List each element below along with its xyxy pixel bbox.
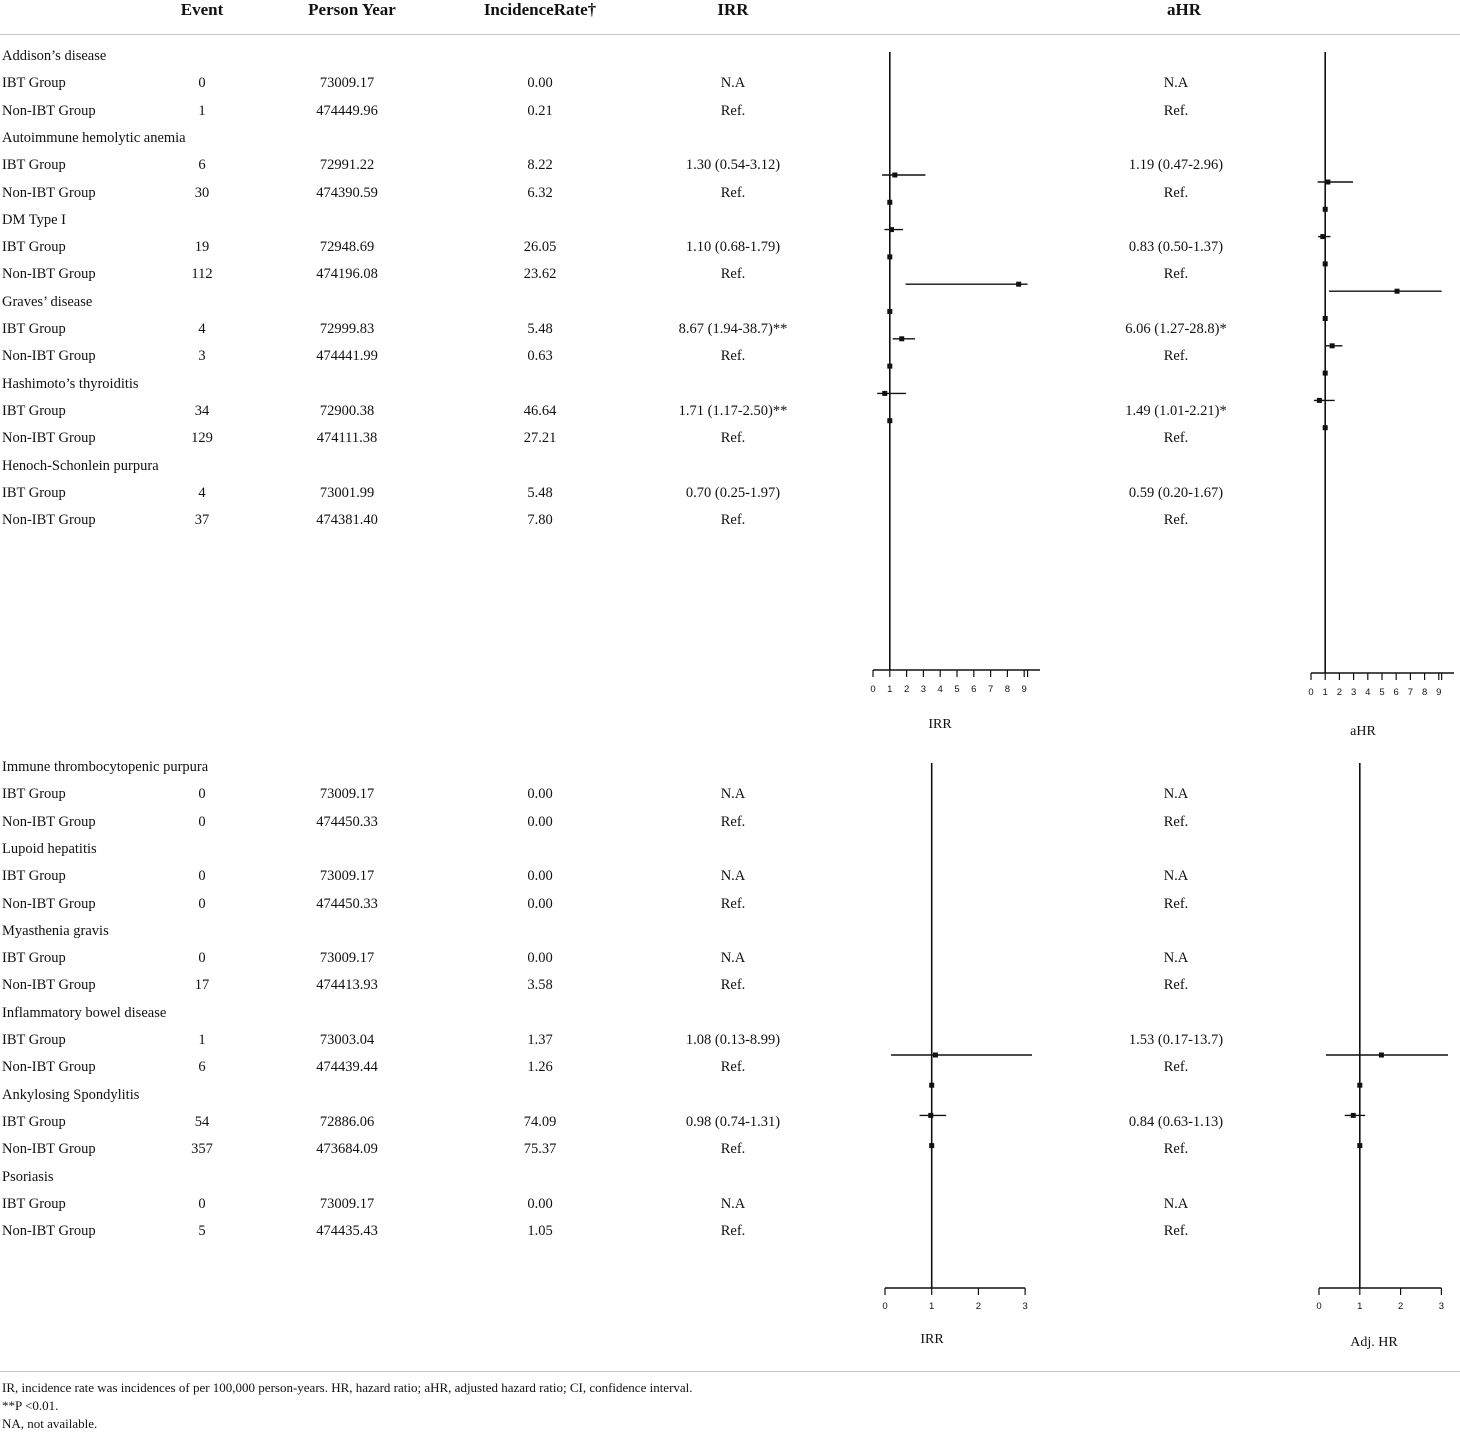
table-row [0, 786, 840, 813]
point-estimate [1323, 316, 1328, 321]
table-row [0, 157, 840, 184]
table-row [0, 868, 840, 895]
irr-value: Ref. [720, 977, 746, 994]
event-count: 0 [198, 1195, 206, 1212]
irr-value: 1.71 (1.17-2.50)** [678, 402, 788, 419]
disease-title: Inflammatory bowel disease [2, 1004, 167, 1021]
event-count: 6 [198, 157, 206, 174]
table-row [0, 266, 840, 293]
x-axis-title: IRR [920, 1332, 944, 1347]
person-year: 474450.33 [316, 813, 378, 830]
incidence-rate: 8.22 [527, 157, 553, 174]
x-tick-label: 0 [882, 1301, 888, 1312]
disease-title: Myasthenia gravis [2, 922, 109, 939]
table-row [0, 348, 840, 375]
group-label: Non-IBT Group [2, 1059, 96, 1076]
footer-divider [0, 1371, 1460, 1372]
point-estimate [929, 1143, 934, 1148]
event-count: 0 [198, 868, 206, 885]
group-label: Non-IBT Group [2, 895, 96, 912]
incidence-rate: 0.00 [527, 1195, 553, 1212]
table-row [0, 814, 840, 841]
ahr-value: Ref. [1163, 813, 1189, 830]
irr-value: N.A [720, 75, 746, 92]
footnote-na: NA, not available. [2, 1416, 98, 1431]
irr-value: Ref. [720, 430, 746, 447]
table-row [0, 1059, 840, 1086]
event-count: 4 [198, 484, 206, 501]
incidence-rate: 74.09 [523, 1113, 557, 1130]
ahr-value: 1.49 (1.01-2.21)* [1125, 402, 1227, 419]
group-label: IBT Group [2, 157, 66, 174]
x-tick-label: 7 [1407, 687, 1414, 698]
table-row [0, 403, 840, 430]
incidence-rate: 0.00 [527, 895, 553, 912]
person-year: 72900.38 [319, 402, 375, 419]
irr-value: Ref. [720, 102, 746, 119]
ahr-value: 1.53 (0.17-13.7) [1128, 1032, 1224, 1048]
person-year: 473684.09 [316, 1141, 378, 1158]
person-year: 72886.06 [319, 1113, 375, 1130]
header-event: Event [180, 0, 224, 19]
ahr-value: 1.19 (0.47-2.96) [1128, 157, 1224, 174]
irr-value: N.A [720, 868, 746, 885]
incidence-rate: 26.05 [523, 239, 557, 256]
irr-value: 1.30 (0.54-3.12) [685, 157, 781, 174]
irr-value: 1.08 (0.13-8.99) [685, 1032, 781, 1048]
header-ahr: aHR [1167, 0, 1201, 19]
disease-title: Immune thrombocytopenic purpura [2, 759, 209, 775]
point-estimate [1357, 1143, 1362, 1148]
disease-title: Ankylosing Spondylitis [2, 1086, 140, 1103]
point-estimate [1351, 1113, 1356, 1118]
incidence-rate: 5.48 [527, 321, 553, 337]
irr-value: Ref. [720, 266, 746, 283]
point-estimate [1323, 425, 1328, 430]
event-count: 4 [198, 321, 206, 337]
ahr-value: 0.83 (0.50-1.37) [1128, 239, 1224, 256]
point-estimate [1323, 207, 1328, 212]
table-row [0, 1114, 840, 1141]
irr-value: 0.70 (0.25-1.97) [685, 484, 781, 501]
point-estimate [887, 309, 892, 314]
group-label: Non-IBT Group [2, 184, 96, 201]
x-tick-label: 7 [987, 684, 994, 695]
x-tick-label: 2 [903, 684, 910, 695]
table-row [0, 896, 840, 923]
event-count: 0 [198, 786, 206, 803]
group-label: IBT Group [2, 1113, 66, 1130]
x-tick-label: 4 [1365, 687, 1371, 698]
ahr-value: Ref. [1163, 1059, 1189, 1076]
person-year: 73009.17 [319, 786, 375, 803]
disease-title: Graves’ disease [2, 293, 93, 310]
header-irr: IRR [717, 0, 749, 19]
event-count: 17 [194, 977, 210, 994]
table-row [0, 485, 840, 512]
person-year: 474435.43 [316, 1223, 378, 1240]
point-estimate [1317, 398, 1322, 403]
x-tick-label: 1 [1322, 687, 1328, 698]
event-count: 6 [198, 1059, 206, 1076]
person-year: 73009.17 [319, 75, 375, 92]
point-estimate [1379, 1053, 1384, 1058]
header-divider [0, 34, 1460, 35]
incidence-rate: 7.80 [527, 512, 553, 529]
x-tick-label: 0 [1308, 687, 1314, 698]
irr-value: Ref. [720, 1059, 746, 1076]
x-tick-label: 1 [1357, 1301, 1363, 1312]
incidence-rate: 27.21 [523, 430, 557, 447]
x-tick-label: 8 [1004, 684, 1011, 695]
person-year: 474196.08 [316, 266, 378, 283]
incidence-rate: 0.00 [527, 786, 553, 803]
event-count: 0 [198, 75, 206, 92]
point-estimate [892, 173, 897, 178]
point-estimate [1325, 180, 1330, 185]
point-estimate [887, 418, 892, 423]
event-count: 5 [198, 1223, 206, 1240]
event-count: 0 [198, 895, 206, 912]
event-count: 54 [194, 1113, 210, 1130]
person-year: 73009.17 [319, 950, 375, 967]
person-year: 73001.99 [319, 484, 375, 501]
group-label: IBT Group [2, 1195, 66, 1212]
ahr-value: Ref. [1163, 1141, 1189, 1158]
disease-title: Addison’s disease [2, 48, 107, 64]
disease-title: Lupoid hepatitis [2, 840, 97, 857]
point-estimate [1320, 234, 1325, 239]
person-year: 73003.04 [319, 1032, 375, 1048]
point-estimate [1357, 1083, 1362, 1088]
person-year: 474439.44 [316, 1059, 378, 1076]
person-year: 72991.22 [319, 157, 375, 174]
group-label: Non-IBT Group [2, 430, 96, 447]
incidence-rate: 5.48 [527, 484, 553, 501]
group-label: IBT Group [2, 868, 66, 885]
table-row [0, 321, 840, 348]
group-label: IBT Group [2, 950, 66, 967]
irr-value: Ref. [720, 895, 746, 912]
group-label: Non-IBT Group [2, 813, 96, 830]
incidence-rate: 1.05 [527, 1223, 553, 1240]
event-count: 0 [198, 813, 206, 830]
table-row [0, 950, 840, 977]
ahr-value: Ref. [1163, 184, 1189, 201]
point-estimate [928, 1113, 933, 1118]
x-tick-label: 1 [887, 684, 893, 695]
ahr-value: N.A [1163, 950, 1189, 967]
incidence-rate: 46.64 [523, 402, 557, 419]
x-tick-label: 3 [1438, 1301, 1445, 1312]
incidence-rate: 0.00 [527, 75, 553, 92]
point-estimate [887, 200, 892, 205]
disease-title: Autoimmune hemolytic anemia [2, 129, 186, 146]
person-year: 474111.38 [316, 430, 378, 447]
person-year: 474449.96 [316, 102, 378, 119]
ahr-value: Ref. [1163, 977, 1189, 994]
table-row [0, 1141, 840, 1168]
event-count: 37 [194, 512, 210, 529]
forest-plot-irr-bottom [870, 760, 1040, 1350]
x-axis-title: aHR [1350, 724, 1376, 739]
point-estimate [933, 1053, 938, 1058]
person-year: 474390.59 [316, 184, 378, 201]
group-label: IBT Group [2, 484, 66, 501]
irr-value: 1.10 (0.68-1.79) [685, 239, 781, 256]
table-row [0, 239, 840, 266]
x-tick-label: 6 [1393, 687, 1399, 698]
ahr-value: N.A [1163, 1195, 1189, 1212]
table-row [0, 103, 840, 130]
event-count: 357 [191, 1141, 213, 1158]
x-tick-label: 2 [975, 1301, 982, 1312]
x-tick-label: 8 [1421, 687, 1428, 698]
irr-value: Ref. [720, 1141, 746, 1158]
incidence-rate: 0.00 [527, 868, 553, 885]
x-tick-label: 5 [1379, 687, 1385, 698]
irr-value: 8.67 (1.94-38.7)** [678, 321, 788, 337]
forest-plot-irr-top [860, 50, 1060, 740]
group-label: Non-IBT Group [2, 102, 96, 119]
table-row [0, 1223, 840, 1250]
x-axis-title: Adj. HR [1350, 1335, 1398, 1350]
x-tick-label: 9 [1021, 684, 1027, 695]
person-year: 72999.83 [319, 321, 375, 337]
point-estimate [1016, 282, 1021, 287]
point-estimate [899, 336, 904, 341]
x-tick-label: 3 [1350, 687, 1357, 698]
x-tick-label: 9 [1436, 687, 1442, 698]
point-estimate [1323, 261, 1328, 266]
irr-value: N.A [720, 950, 746, 967]
person-year: 73009.17 [319, 868, 375, 885]
group-label: IBT Group [2, 321, 66, 337]
group-label: IBT Group [2, 402, 66, 419]
disease-title: Psoriasis [2, 1168, 54, 1185]
ahr-value: N.A [1163, 786, 1189, 803]
irr-value: 0.98 (0.74-1.31) [685, 1113, 781, 1130]
irr-value: Ref. [720, 348, 746, 365]
group-label: Non-IBT Group [2, 348, 96, 365]
ahr-value: Ref. [1163, 348, 1189, 365]
event-count: 19 [194, 239, 210, 256]
ahr-value: Ref. [1163, 102, 1189, 119]
person-year: 73009.17 [319, 1195, 375, 1212]
header-incidence-rate: IncidenceRate† [483, 0, 597, 19]
group-label: Non-IBT Group [2, 977, 96, 994]
table-row [0, 75, 840, 102]
event-count: 30 [194, 184, 210, 201]
ahr-value: Ref. [1163, 266, 1189, 283]
group-label: IBT Group [2, 239, 66, 256]
x-tick-label: 3 [1022, 1301, 1028, 1312]
incidence-rate: 75.37 [523, 1141, 557, 1158]
group-label: IBT Group [2, 786, 66, 803]
x-tick-label: 3 [920, 684, 927, 695]
forest-plot-adj-hr-bottom [1306, 760, 1456, 1350]
group-label: IBT Group [2, 1032, 66, 1048]
ahr-value: 6.06 (1.27-28.8)* [1125, 321, 1227, 337]
point-estimate [929, 1083, 934, 1088]
table-row [0, 430, 840, 457]
incidence-rate: 0.00 [527, 813, 553, 830]
x-axis-title: IRR [928, 717, 952, 732]
event-count: 1 [198, 102, 206, 119]
person-year: 72948.69 [319, 239, 375, 256]
event-count: 34 [194, 402, 210, 419]
x-tick-label: 2 [1397, 1301, 1404, 1312]
x-tick-label: 5 [954, 684, 960, 695]
group-label: Non-IBT Group [2, 512, 96, 529]
ahr-value: N.A [1163, 868, 1189, 885]
x-tick-label: 2 [1336, 687, 1343, 698]
irr-value: Ref. [720, 813, 746, 830]
irr-value: N.A [720, 786, 746, 803]
forest-plot-ahr-top [1296, 50, 1460, 750]
incidence-rate: 0.21 [527, 102, 553, 119]
ahr-value: Ref. [1163, 1223, 1189, 1240]
group-label: Non-IBT Group [2, 1141, 96, 1158]
table-row [0, 1196, 840, 1223]
irr-value: Ref. [720, 512, 746, 529]
irr-value: N.A [720, 1195, 746, 1212]
point-estimate [1330, 343, 1335, 348]
x-tick-label: 4 [937, 684, 943, 695]
x-tick-label: 6 [971, 684, 977, 695]
header-person-year: Person Year [308, 0, 396, 19]
event-count: 129 [191, 430, 213, 447]
point-estimate [1323, 371, 1328, 376]
x-tick-label: 1 [929, 1301, 935, 1312]
point-estimate [882, 391, 887, 396]
table-row [0, 185, 840, 212]
point-estimate [887, 254, 892, 259]
table-row [0, 512, 840, 539]
person-year: 474450.33 [316, 895, 378, 912]
event-count: 3 [198, 348, 206, 365]
event-count: 112 [191, 266, 213, 283]
incidence-rate: 1.26 [527, 1059, 553, 1076]
group-label: IBT Group [2, 75, 66, 92]
person-year: 474413.93 [316, 977, 378, 994]
incidence-rate: 3.58 [527, 977, 553, 994]
ahr-value: 0.84 (0.63-1.13) [1128, 1113, 1224, 1130]
ahr-value: Ref. [1163, 512, 1189, 529]
person-year: 474381.40 [316, 512, 378, 529]
incidence-rate: 6.32 [527, 184, 553, 201]
irr-value: Ref. [720, 1223, 746, 1240]
x-tick-label: 0 [870, 684, 876, 695]
point-estimate [889, 227, 894, 232]
disease-title: Hashimoto’s thyroiditis [2, 375, 139, 392]
table-row [0, 1032, 840, 1059]
table-row [0, 977, 840, 1004]
group-label: Non-IBT Group [2, 1223, 96, 1240]
incidence-rate: 23.62 [523, 266, 557, 283]
disease-title: DM Type I [2, 211, 66, 228]
x-tick-label: 0 [1316, 1301, 1322, 1312]
point-estimate [1395, 289, 1400, 294]
incidence-rate: 1.37 [527, 1032, 553, 1048]
disease-title: Henoch-Schonlein purpura [2, 457, 159, 474]
footnote-significance: **P <0.01. [2, 1398, 59, 1413]
person-year: 474441.99 [316, 348, 378, 365]
point-estimate [887, 364, 892, 369]
irr-value: Ref. [720, 184, 746, 201]
event-count: 1 [198, 1032, 206, 1048]
ahr-value: 0.59 (0.20-1.67) [1128, 484, 1224, 501]
incidence-rate: 0.63 [527, 348, 553, 365]
incidence-rate: 0.00 [527, 950, 553, 967]
footnote-abbreviations: IR, incidence rate was incidences of per 100,000 person-years. HR, hazard ratio; aHR, adjusted hazard ratio; CI, confidence interval. [2, 1380, 693, 1395]
ahr-value: Ref. [1163, 430, 1189, 447]
event-count: 0 [198, 950, 206, 967]
ahr-value: Ref. [1163, 895, 1189, 912]
ahr-value: N.A [1163, 75, 1189, 92]
group-label: Non-IBT Group [2, 266, 96, 283]
